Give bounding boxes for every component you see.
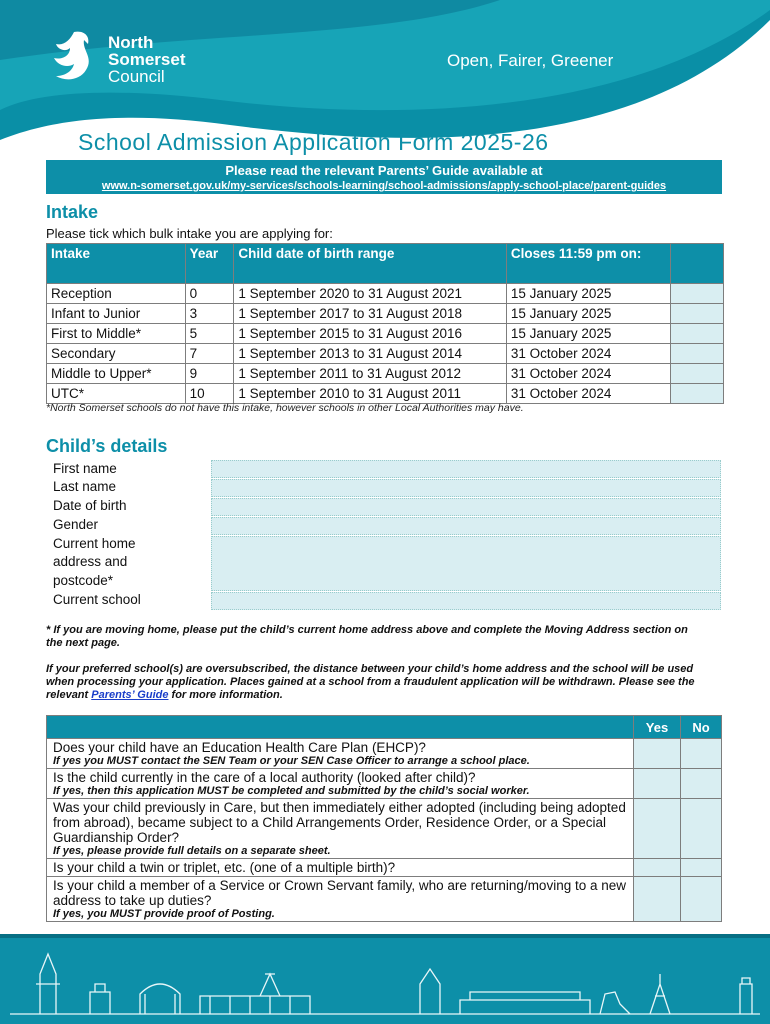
cell-closes: 31 October 2024 — [506, 364, 670, 384]
label-current-school: Current school — [53, 592, 141, 607]
cell-range: 1 September 2020 to 31 August 2021 — [234, 284, 507, 304]
cell-range: 1 September 2013 to 31 August 2014 — [234, 344, 507, 364]
question-text: Is the child currently in the care of a local authority (looked after child)? — [53, 770, 476, 785]
logo-line-1: North — [108, 33, 154, 52]
address-field[interactable] — [211, 536, 721, 591]
cell-intake: Reception — [47, 284, 186, 304]
question-row — [47, 769, 722, 799]
cell-closes: 31 October 2024 — [506, 384, 670, 404]
cell-range: 1 September 2010 to 31 August 2011 — [234, 384, 507, 404]
cell-year: 10 — [185, 384, 234, 404]
current-school-field[interactable] — [211, 592, 721, 610]
col-no: No — [681, 716, 722, 739]
question-subtext: If yes, please provide full details on a separate sheet. — [53, 845, 331, 857]
cell-range: 1 September 2011 to 31 August 2012 — [234, 364, 507, 384]
council-logo — [108, 34, 185, 85]
tick-box-infant-junior[interactable] — [670, 304, 723, 324]
yes-box[interactable] — [634, 859, 681, 877]
intake-instruction: Please tick which bulk intake you are applying for: — [46, 226, 333, 241]
table-row — [47, 284, 724, 304]
cell-intake: Middle to Upper* — [47, 364, 186, 384]
tick-box-reception[interactable] — [670, 284, 723, 304]
date-of-birth-field[interactable] — [211, 498, 721, 516]
no-box[interactable] — [681, 859, 722, 877]
table-row — [47, 344, 724, 364]
intake-heading: Intake — [46, 202, 99, 222]
col-range: Child date of birth range — [234, 244, 507, 284]
intake-footnote: *North Somerset schools do not have this intake, however schools in other Local Authorities may have. — [46, 402, 524, 414]
guide-banner — [46, 160, 722, 194]
cell-year: 5 — [185, 324, 234, 344]
questions-header — [47, 716, 634, 739]
tick-box-middle-upper[interactable] — [670, 364, 723, 384]
no-box[interactable] — [681, 769, 722, 799]
col-tick — [670, 244, 723, 284]
banner-text: Please read the relevant Parents’ Guide available at — [225, 163, 543, 178]
cell-range: 1 September 2015 to 31 August 2016 — [234, 324, 507, 344]
question-text: Is your child a member of a Service or Crown Servant family, who are returning/moving to a new address to take up duties? — [53, 878, 626, 908]
parents-guide-link[interactable]: Parents’ Guide — [91, 689, 169, 701]
question-row — [47, 739, 722, 769]
label-address-1: Current home — [53, 536, 136, 551]
cell-closes: 15 January 2025 — [506, 304, 670, 324]
question-subtext: If yes you MUST contact the SEN Team or your SEN Case Officer to arrange a school place. — [53, 755, 530, 767]
tick-box-first-middle[interactable] — [670, 324, 723, 344]
label-address-2: address and — [53, 554, 128, 569]
cell-year: 0 — [185, 284, 234, 304]
tick-box-secondary[interactable] — [670, 344, 723, 364]
question-subtext: If yes, you MUST provide proof of Posting. — [53, 908, 275, 920]
table-row — [47, 384, 724, 404]
cell-closes: 15 January 2025 — [506, 284, 670, 304]
question-row — [47, 799, 722, 859]
tagline: Open, Fairer, Greener — [447, 51, 614, 70]
oversubscribed-text-end: for more information. — [168, 689, 283, 701]
cell-intake: Infant to Junior — [47, 304, 186, 324]
cell-intake: Secondary — [47, 344, 186, 364]
col-intake: Intake — [47, 244, 186, 284]
last-name-field[interactable] — [211, 479, 721, 497]
col-year: Year — [185, 244, 234, 284]
cell-closes: 15 January 2025 — [506, 324, 670, 344]
question-text: Is your child a twin or triplet, etc. (one of a multiple birth)? — [53, 860, 396, 875]
child-details-heading: Child’s details — [46, 436, 168, 456]
first-name-field[interactable] — [211, 460, 721, 478]
question-row — [47, 877, 722, 922]
oversubscribed-text: If your preferred school(s) are oversubscribed, the distance between your child’s home address and the school will be used when processing your application. Places gained at a school from a fraudulent application will be withdrawn. Please see the relevant — [46, 663, 695, 701]
cell-closes: 31 October 2024 — [506, 344, 670, 364]
yes-box[interactable] — [634, 877, 681, 922]
oversubscribed-note — [46, 663, 696, 702]
gender-field[interactable] — [211, 517, 721, 535]
no-box[interactable] — [681, 799, 722, 859]
label-address-3: postcode* — [53, 573, 114, 588]
cell-year: 3 — [185, 304, 234, 324]
logo-line-2: Somerset — [108, 50, 186, 69]
page-title: School Admission Application Form 2025-26 — [78, 129, 549, 155]
swan-logo-icon — [44, 28, 104, 92]
label-first-name: First name — [53, 461, 117, 476]
yes-box[interactable] — [634, 739, 681, 769]
tick-box-utc[interactable] — [670, 384, 723, 404]
no-box[interactable] — [681, 877, 722, 922]
question-subtext: If yes, then this application MUST be completed and submitted by the child’s social worker. — [53, 785, 530, 797]
cell-range: 1 September 2017 to 31 August 2018 — [234, 304, 507, 324]
label-date-of-birth: Date of birth — [53, 498, 127, 513]
label-last-name: Last name — [53, 479, 117, 494]
guide-link[interactable]: www.n-somerset.gov.uk/my-services/schools-learning/school-admissions/apply-school-place/parent-guides — [101, 180, 667, 192]
question-text: Does your child have an Education Health Care Plan (EHCP)? — [53, 740, 426, 755]
question-text: Was your child previously in Care, but then immediately either adopted (including being adopted from abroad), became subject to a Child Arrangements Order, Residence Order, or a Special Guardianship Order? — [53, 800, 626, 845]
table-row — [47, 304, 724, 324]
yes-box[interactable] — [634, 769, 681, 799]
questions-table — [46, 715, 722, 922]
label-gender: Gender — [53, 517, 99, 532]
footer-skyline — [0, 934, 770, 1024]
question-row — [47, 859, 722, 877]
col-yes: Yes — [634, 716, 681, 739]
no-box[interactable] — [681, 739, 722, 769]
table-row — [47, 324, 724, 344]
cell-year: 9 — [185, 364, 234, 384]
table-row — [47, 364, 724, 384]
cell-intake: First to Middle* — [47, 324, 186, 344]
yes-box[interactable] — [634, 799, 681, 859]
intake-table — [46, 243, 724, 404]
moving-note: * If you are moving home, please put the child’s current home address above and complete the Moving Address section on the next page. — [46, 624, 688, 649]
cell-year: 7 — [185, 344, 234, 364]
col-closes: Closes 11:59 pm on: — [506, 244, 670, 284]
logo-line-3: Council — [108, 67, 165, 86]
cell-intake: UTC* — [47, 384, 186, 404]
